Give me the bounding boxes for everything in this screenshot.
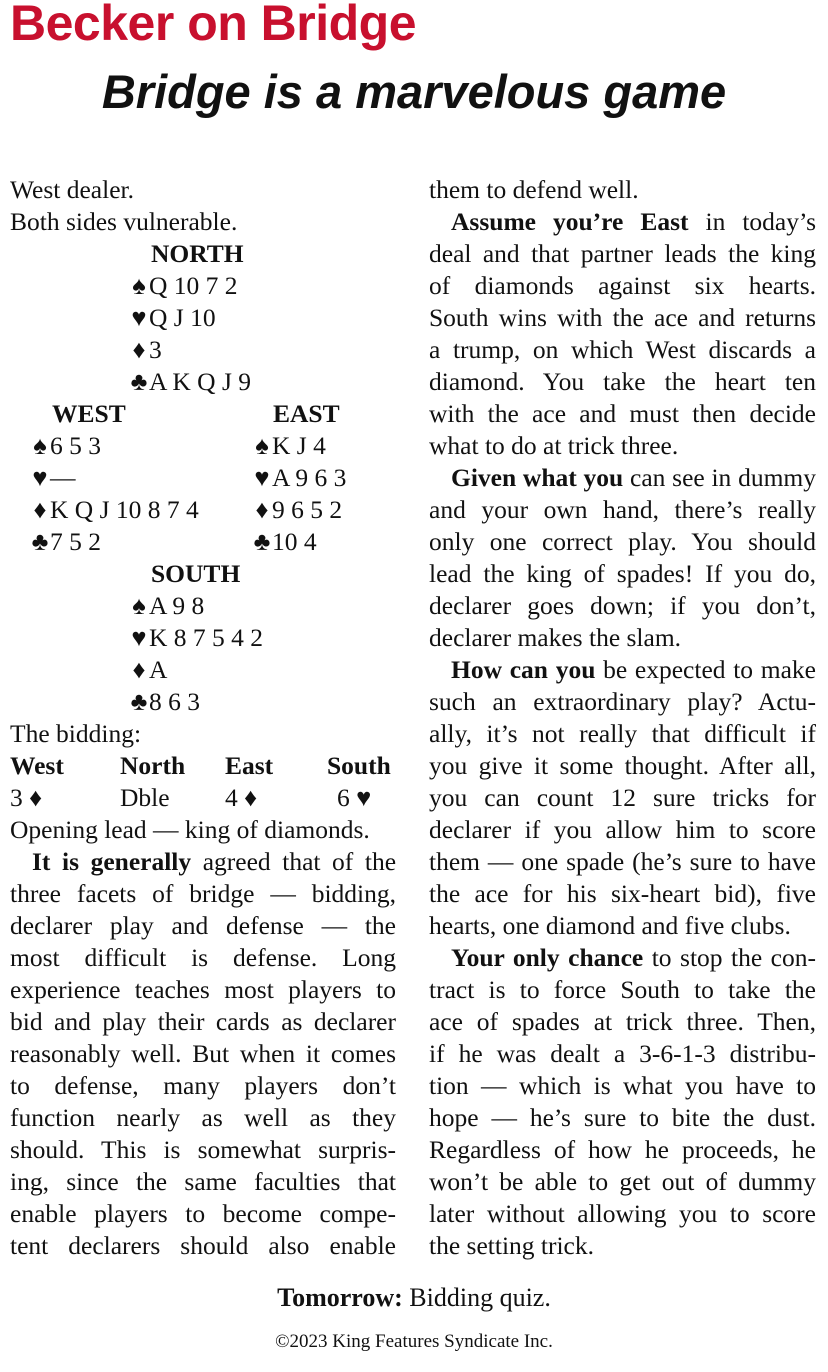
west-diamonds [30,494,199,526]
paragraph-line: bid and play their cards as declarer [10,1007,396,1036]
tomorrow-teaser [0,1282,828,1314]
paragraph-lead-in: Given what you [451,463,624,492]
left-column [10,174,396,1262]
copyright-notice: ©2023 King Features Syndicate Inc. [275,1331,553,1352]
south-hearts-cards: K 8 7 5 4 2 [149,623,264,652]
paragraph-line: and your own hand, there’s really [429,495,816,524]
bidding-header-east: East [225,751,274,780]
paragraph-line: Regardless of how he proceeds, he [429,1135,816,1164]
paragraph-line: declarer makes the slam. [429,623,682,652]
paragraph-line: How can you be expected to make [451,655,817,684]
bid-south-level: 6 [337,783,350,812]
deal-diagram [10,238,396,718]
paragraph-line: declarer if you allow him to score [429,815,816,844]
north-hearts [129,302,216,334]
paragraph-line: with the ace and must then decide [429,399,816,428]
east-clubs [252,526,317,558]
south-diamonds-cards: A [149,655,168,684]
bidding-table [10,750,396,814]
bid-north: Dble [120,783,170,812]
north-clubs [129,366,251,398]
spade-icon: ♠ [33,431,47,460]
paragraph-lead-in: How can you [451,655,596,684]
right-column [429,174,816,1262]
paragraph-line: tent declarers should also enable [10,1231,396,1260]
heart-icon: ♥ [131,623,147,652]
paragraph-line: them — one spade (he’s sure to have [429,847,816,876]
spade-icon: ♠ [132,591,146,620]
paragraph-line: a trump, on which West discards a [429,335,816,364]
paragraph-line: diamond. You take the heart ten [429,367,816,396]
paragraph-line: them to defend well. [429,175,639,204]
spade-icon: ♠ [255,431,269,460]
west-clubs [30,526,101,558]
west-diamonds-cards: K Q J 10 8 7 4 [50,495,199,524]
south-hearts [129,622,263,654]
bid-east [225,782,257,814]
opening-lead-line: Opening lead — king of diamonds. [10,815,370,844]
tomorrow-label: Tomorrow: [277,1283,403,1312]
heart-icon: ♥ [32,463,48,492]
north-clubs-cards: A K Q J 9 [149,367,252,396]
paragraph-line: the ace for his six-heart bid), five [429,879,816,908]
diamond-icon: ♦ [255,495,269,524]
diamond-icon: ♦ [132,335,146,364]
north-diamonds-cards: 3 [149,335,162,364]
bid-west [10,782,42,814]
east-label: EAST [273,399,340,428]
paragraph-line: declarer play and defense — the [10,911,396,940]
east-spades-cards: K J 4 [272,431,326,460]
paragraph-line: you give it some thought. After all, [429,751,816,780]
paragraph-line: you can count 12 sure tricks for [429,783,816,812]
paragraph-line: of diamonds against six hearts. [429,271,816,300]
paragraph-lead-in: It is generally [32,847,192,876]
west-hearts [30,462,76,494]
bidding-header-south: South [327,751,391,780]
north-hearts-cards: Q J 10 [149,303,216,332]
heart-icon: ♥ [131,303,147,332]
paragraph-line: It is generally agreed that of the [32,847,397,876]
paragraph-line: to defense, many players don’t [10,1071,396,1100]
east-clubs-cards: 10 4 [272,527,317,556]
paragraph-line: most difficult is defense. Long [10,943,396,972]
south-diamonds [129,654,167,686]
east-diamonds [252,494,342,526]
paragraph-line: deal and that partner leads the king [429,239,816,268]
east-hearts-cards: A 9 6 3 [272,463,347,492]
south-clubs-cards: 8 6 3 [149,687,200,716]
north-diamonds [129,334,162,366]
south-spades [129,590,204,622]
club-icon: ♣ [253,527,271,556]
spade-icon: ♠ [132,271,146,300]
paragraph-line: South wins with the ace and returns [429,303,816,332]
paragraph-line: won’t be able to get out of dummy [429,1167,816,1196]
paragraph-line: later without allowing you to score [429,1199,816,1228]
diamond-icon: ♦ [33,495,47,524]
club-icon: ♣ [130,367,148,396]
heart-icon: ♥ [356,783,372,812]
bid-east-level: 4 [225,783,238,812]
club-icon: ♣ [31,527,49,556]
dealer-line: West dealer. [10,175,134,204]
paragraph-line: enable players to become compe- [10,1199,396,1228]
paragraph-line: declarer goes down; if you don’t, [429,591,816,620]
paragraph-line: what to do at trick three. [429,431,679,460]
west-spades-cards: 6 5 3 [50,431,101,460]
west-spades [30,430,101,462]
east-spades [252,430,326,462]
bid-south [337,782,371,814]
west-clubs-cards: 7 5 2 [50,527,101,556]
south-spades-cards: A 9 8 [149,591,205,620]
west-label: WEST [52,399,126,428]
paragraph-line: ing, since the same faculties that [10,1167,396,1196]
bidding-title: The bidding: [10,719,142,748]
paragraph-line: tract is to force South to take the [429,975,816,1004]
paragraph-line: if he was dealt a 3-6-1-3 distribu- [429,1039,816,1068]
diamond-icon: ♦ [29,783,43,812]
masthead: Becker on Bridge [10,0,417,51]
paragraph-line: only one correct play. You should [429,527,816,556]
paragraph-line: Your only chance to stop the con- [451,943,816,972]
north-spades-cards: Q 10 7 2 [149,271,238,300]
paragraph-line: ace of spades at trick three. Then, [429,1007,816,1036]
paragraph-line: lead the king of spades! If you do, [429,559,816,588]
heart-icon: ♥ [254,463,270,492]
paragraph-line: three facets of bridge — bidding, [10,879,396,908]
paragraph-line: such an extraordinary play? Actu- [429,687,816,716]
paragraph-line: should. This is somewhat surpris- [10,1135,396,1164]
paragraph-line: Given what you can see in dummy [451,463,816,492]
north-spades [129,270,238,302]
vulnerability-line: Both sides vulnerable. [10,207,238,236]
club-icon: ♣ [130,687,148,716]
paragraph-lead-in: Your only chance [451,943,644,972]
south-label: SOUTH [151,559,241,588]
paragraph-lead-in: Assume you’re East [451,207,689,236]
south-clubs [129,686,200,718]
east-diamonds-cards: 9 6 5 2 [272,495,343,524]
paragraph-line: the setting trick. [429,1231,595,1260]
west-hearts-cards: — [50,463,76,492]
diamond-icon: ♦ [132,655,146,684]
paragraph-line: hearts, one diamond and five clubs. [429,911,791,940]
bidding-header-north: North [120,751,186,780]
paragraph-line: function nearly as well as they [10,1103,396,1132]
diamond-icon: ♦ [244,783,258,812]
north-label: NORTH [151,239,244,268]
article-headline: Bridge is a marvelous game [101,65,727,118]
bid-west-level: 3 [10,783,23,812]
paragraph-line: experience teaches most players to [10,975,396,1004]
tomorrow-text: Bidding quiz. [402,1283,551,1312]
paragraph-line: tion — which is what you have to [429,1071,816,1100]
bidding-header-west: West [10,751,64,780]
paragraph-line: hope — he’s sure to bite the dust. [429,1103,816,1132]
paragraph-line: ally, it’s not really that difficult if [429,719,816,748]
paragraph-line: reasonably well. But when it comes [10,1039,396,1068]
paragraph-line: Assume you’re East in today’s [451,207,817,236]
east-hearts [252,462,346,494]
